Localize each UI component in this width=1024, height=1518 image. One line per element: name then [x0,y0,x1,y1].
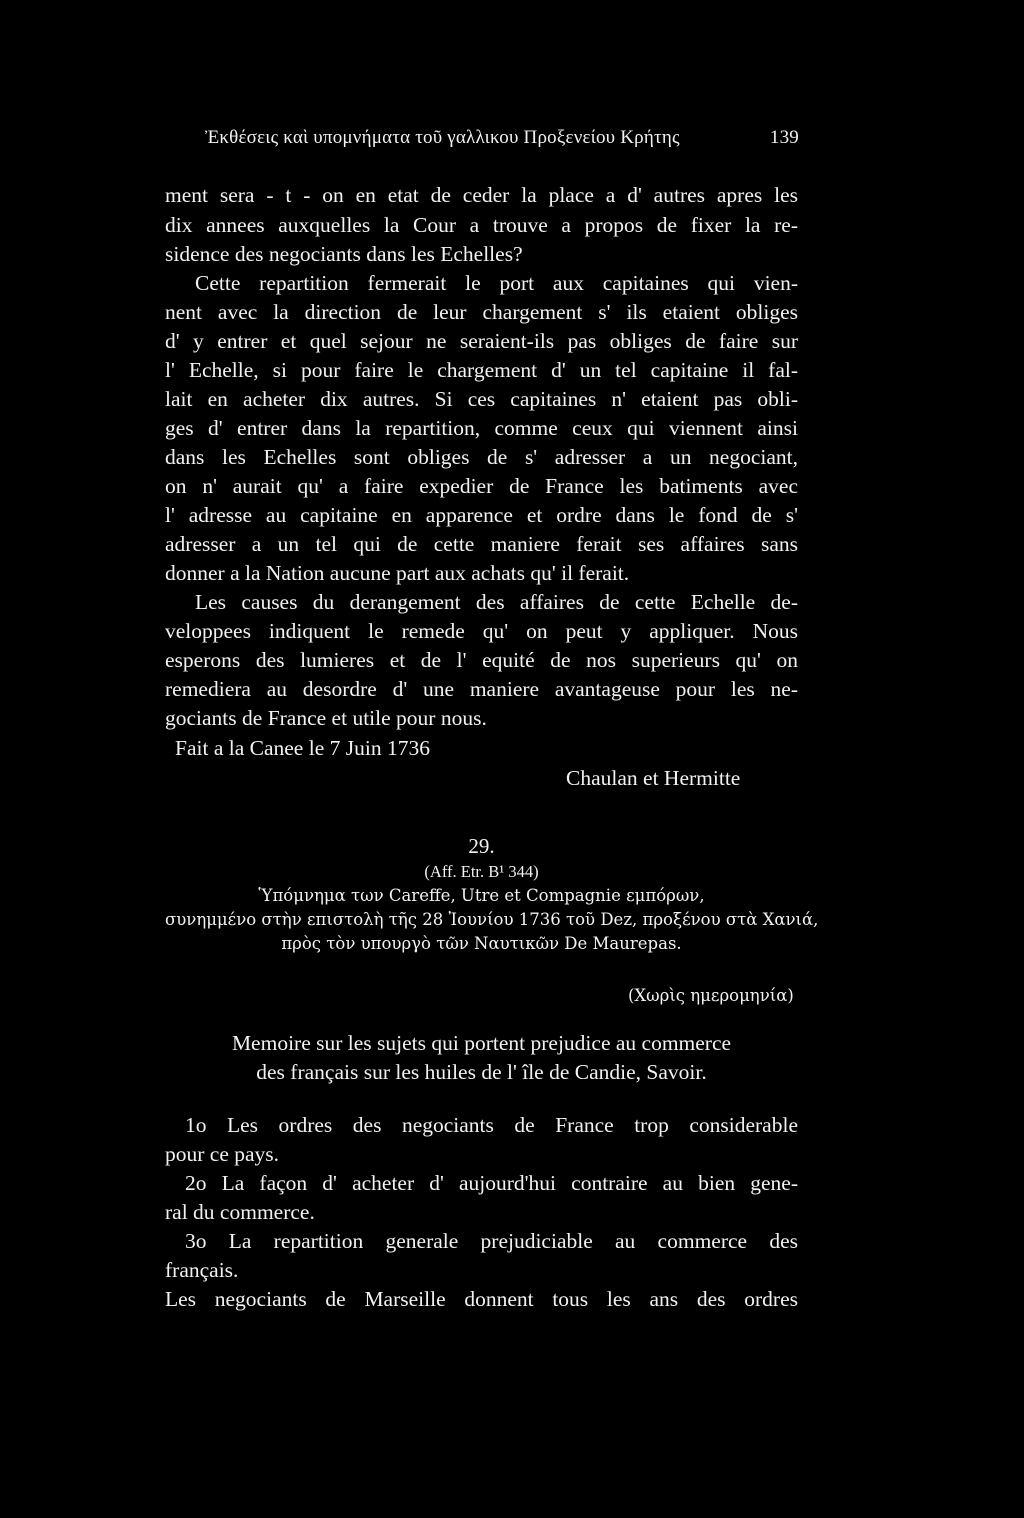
body-line: on n' aurait qu' a faire expedier de France les batiments avec [165,474,798,498]
body-line: adresser a un tel qui de cette maniere ferait ses affaires sans [165,532,798,556]
document-description-line: πρὸς τὸν υπουργὸ τῶν Ναυτικῶν De Maurepas. [281,934,682,953]
body-line: dans les Echelles sont obliges de s' adresser a un negociant, [165,445,798,469]
undated-note: (Χωρὶς ημερομηνία) [628,986,794,1005]
memoire-item-1: 1o Les ordres des negociants de France trop considerable [185,1113,798,1137]
body-line: donner a la Nation aucune part aux achats qu' il ferait. [165,561,630,585]
page-number: 139 [769,127,799,148]
body-line: sidence des negociants dans les Echelles? [165,242,523,266]
memoire-line: pour ce pays. [165,1142,280,1166]
body-line: d' y entrer et quel sejour ne seraient-ils pas obliges de faire sur [165,329,798,353]
signatories: Chaulan et Hermitte [566,766,741,790]
memoire-line: français. [165,1258,239,1282]
body-line: remediera au desordre d' une maniere avantageuse pour les ne- [165,677,798,701]
body-line: nent avec la direction de leur chargement s' ils etaient obliges [165,300,798,324]
body-line: ment sera - t - on en etat de ceder la place a d' autres apres les [165,183,798,207]
body-line: gociants de France et utile pour nous. [165,706,487,730]
paragraph-first-line: Cette repartition fermerait le port aux capitaines qui vien- [195,271,798,295]
memoire-title-line: des français sur les huiles de l' île de Candie, Savoir. [256,1060,707,1084]
memoire-item-2: 2o La façon d' acheter d' aujourd'hui contraire au bien gene- [185,1171,798,1195]
body-line: l' adresse au capitaine en apparence et ordre dans le fond de s' [165,503,798,527]
body-line: esperons des lumieres et de l' equité de nos superieurs qu' on [165,648,798,672]
document-description-line: Ὑπόμνημα των Careffe, Utre et Compagnie εμπόρων, [258,886,705,905]
memoire-item-3: 3o La repartition generale prejudiciable au commerce des [185,1229,798,1253]
body-line: ges d' entrer dans la repartition, comme ceux qui viennent ainsi [165,416,798,440]
running-header [205,127,799,155]
body-line: dix annees auxquelles la Cour a trouve a propos de fixer la re- [165,213,798,237]
paragraph-first-line: Les causes du derangement des affaires de cette Echelle de- [195,590,798,614]
archive-reference: (Aff. Etr. B¹ 344) [424,862,539,881]
body-line: l' Echelle, si pour faire le chargement d' un tel capitaine il fal- [165,358,798,382]
memoire-title-line: Memoire sur les sujets qui portent prejudice au commerce [231,1031,732,1055]
memoire-line: ral du commerce. [165,1200,315,1224]
body-line: lait en acheter dix autres. Si ces capitaines n' etaient pas obli- [165,387,798,411]
document-description-line: συνημμένο στὴν επιστολὴ τῆς 28 Ἰουνίου 1736 τοῦ Dez, προξένου στὰ Χανιά, [165,910,819,929]
running-title: Ἐκθέσεις καὶ υπομνήματα τοῦ γαλλικου Προξενείου Κρήτης [205,127,680,148]
memoire-paragraph-line: Les negociants de Marseille donnent tous les ans des ordres [165,1287,798,1311]
body-line: veloppees indiquent le remede qu' on peut y appliquer. Nous [165,619,798,643]
date-place-line: Fait a la Canee le 7 Juin 1736 [175,736,430,760]
document-number: 29. [468,834,495,858]
